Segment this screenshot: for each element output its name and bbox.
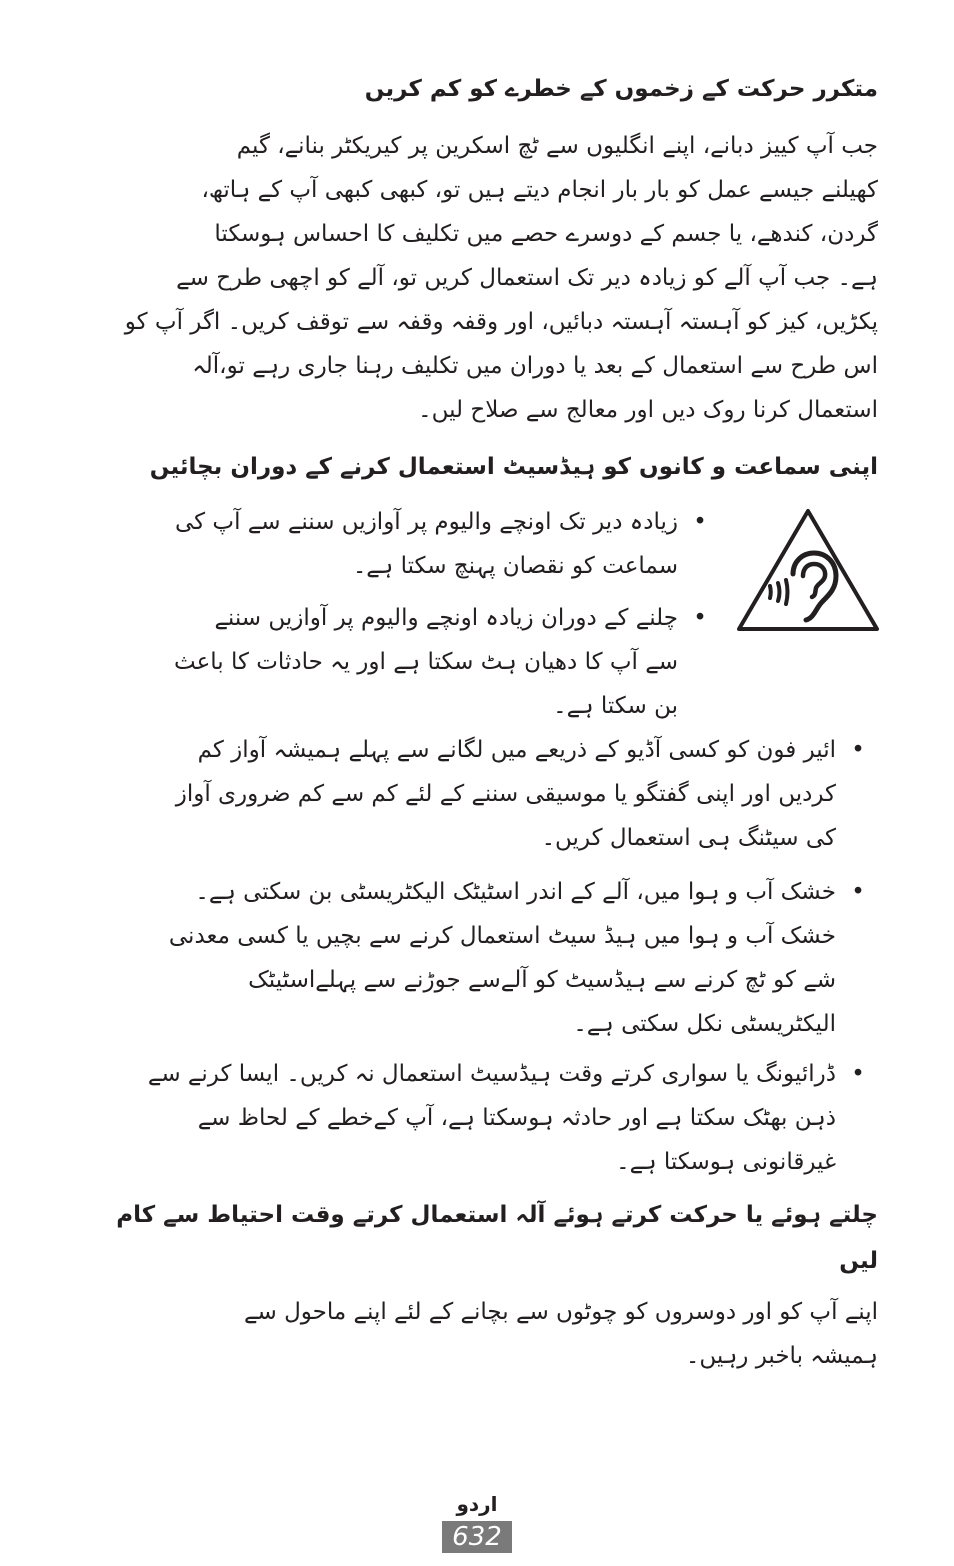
hearing-warning-icon [736,508,880,632]
list-item [70,500,710,588]
text-line: زیادہ دیر تک اونچے والیوم پر آوازیں سننے سے آپ کی [175,509,678,535]
bullet-icon: • [693,605,707,631]
text-line: سماعت کو نقصان پہنچ سکتا ہے۔ [352,553,678,579]
text-line: ائیر فون کو کسی آڈیو کے ذریعے میں لگانے سے پہلے ہمیشہ آواز کم [197,737,836,763]
section-heading-walking-caution [74,1192,878,1284]
paragraph-repetitive-motion [78,124,878,432]
text-line: جب آپ کییز دبانے، اپنے انگلیوں سے ٹچ اسکرین پر کیریکٹر بنانے، گیم [236,133,878,159]
footer-language-label: اردو [456,1492,498,1516]
text-line: غیرقانونی ہوسکتا ہے۔ [616,1149,836,1175]
text-line: خشک آب و ہوا میں ہیڈ سیٹ استعمال کرنے سے بچیں یا کسی معدنی [168,923,836,949]
text-line: کردیں اور اپنی گفتگو یا موسیقی سننے کے لئے کم سے کم ضروری آواز [175,781,836,807]
list-item [78,728,868,860]
text-line: خشک آب و ہوا میں، آلے کے اندر اسٹیٹک الیکٹریسٹی بن سکتی ہے۔ [195,879,836,905]
text-line: ڈرائیونگ یا سواری کرتے وقت ہیڈسیٹ استعمال نہ کریں۔ ایسا کرنے سے [147,1061,836,1087]
text-line: شے کو ٹچ کرنے سے ہیڈسیٹ کو آلےسے جوڑنے سے پہلےاسٹیٹک [248,967,836,993]
text-line: ذہن بھٹک سکتا ہے اور حادثہ ہوسکتا ہے، آپ کےخطے کے لحاظ سے [197,1105,836,1131]
bullet-icon: • [851,879,865,905]
text-line: اس طرح سے استعمال کے بعد یا دوران میں تکلیف رہنا جاری رہے تو،آلہ [192,353,878,379]
bullet-list-hearing-top [70,500,710,728]
text-line: سے آپ کا دھیان ہٹ سکتا ہے اور یہ حادثات کا باعث [173,649,678,675]
text-line: الیکٹریسٹی نکل سکتی ہے۔ [573,1011,836,1037]
text-line: کی سیٹنگ ہی استعمال کریں۔ [541,825,836,851]
paragraph-walking-caution [78,1290,878,1378]
section-heading-repetitive-motion: متکرر حرکت کے زخموں کے خطرے کو کم کریں [364,76,878,102]
heading-line: چلتے ہوئے یا حرکت کرتے ہوئے آلہ استعمال کرتے وقت احتیاط سے کام [116,1202,878,1228]
bullet-icon: • [693,509,707,535]
text-line: گردن، کندھے، یا جسم کے دوسرے حصے میں تکلیف کا احساس ہوسکتا [214,221,878,247]
text-line: پکڑیں، کیز کو آہستہ آہستہ دبائیں، اور وقفہ وقفہ سے توقف کریں۔ اگر آپ کو [124,309,878,335]
page-number: 632 [442,1521,512,1553]
bullet-icon: • [851,1061,865,1087]
heading-line: لیں [839,1248,878,1274]
text-line: اپنے آپ کو اور دوسروں کو چوٹوں سے بچانے کے لئے اپنے ماحول سے [244,1299,878,1325]
list-item [70,596,710,728]
list-item [78,870,868,1046]
bullet-icon: • [851,737,865,763]
section-heading-hearing-protection: اپنی سماعت و کانوں کو ہیڈسیٹ استعمال کرنے کے دوران بچائیں [149,454,878,480]
text-line: ہے۔ جب آپ آلے کو زیادہ دیر تک استعمال کریں تو، آلے کو اچھی طرح سے [176,265,878,291]
text-line: استعمال کرنا روک دیں اور معالج سے صلاح لیں۔ [418,397,878,423]
text-line: بن سکتا ہے۔ [553,693,678,719]
bullet-list-hearing [78,728,868,1184]
list-item [78,1052,868,1184]
text-line: کھیلنے جیسے عمل کو بار بار انجام دیتے ہیں تو، کبھی کبھی آپ کے ہاتھ، [201,177,878,203]
text-line: ہمیشہ باخبر رہیں۔ [685,1343,878,1369]
text-line: چلنے کے دوران زیادہ اونچے والیوم پر آوازیں سننے [214,605,678,631]
